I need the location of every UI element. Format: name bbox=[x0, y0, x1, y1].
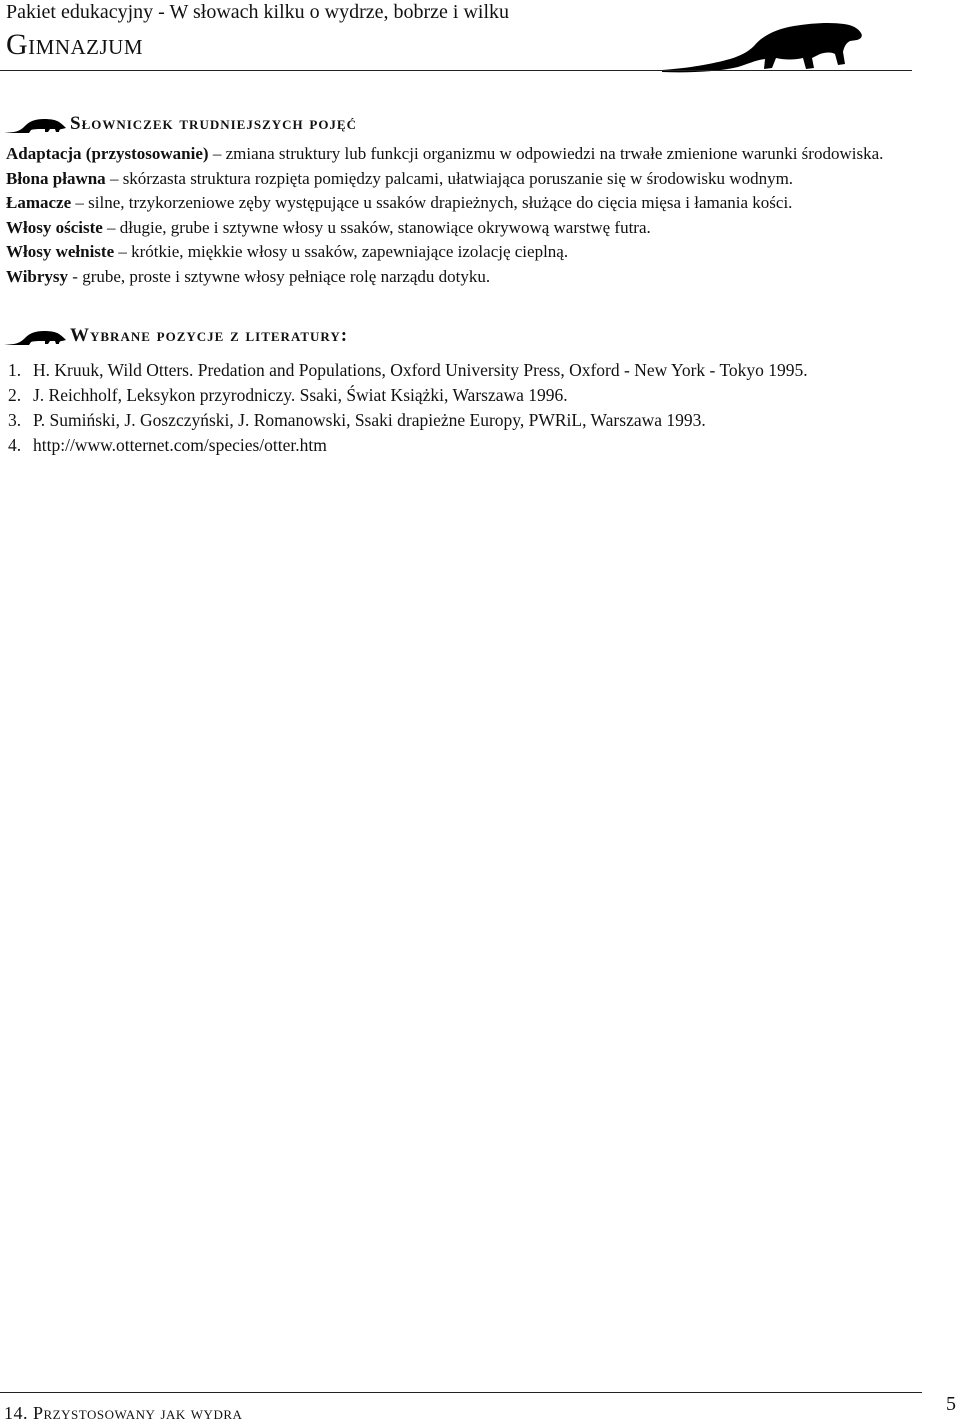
literature-item bbox=[8, 408, 928, 433]
glossary-section-header bbox=[4, 112, 357, 134]
literature-item bbox=[8, 383, 928, 408]
item-number: 1. bbox=[8, 360, 22, 380]
glossary-separator: – bbox=[102, 217, 120, 237]
glossary-term: Włosy wełniste bbox=[6, 242, 115, 261]
header-divider bbox=[0, 70, 912, 71]
literature-heading: Wybrane pozycje z literatury: bbox=[70, 325, 349, 346]
glossary-entry bbox=[6, 142, 926, 167]
footer-section-title: 14. Przystosowany jak wydra bbox=[4, 1403, 243, 1423]
glossary-separator: - bbox=[68, 266, 83, 286]
otter-icon bbox=[4, 116, 68, 134]
glossary-term: Włosy ościste bbox=[6, 217, 103, 237]
glossary-term: Błona pławna bbox=[6, 168, 106, 188]
literature-item bbox=[8, 433, 928, 458]
glossary-definition: grube, proste i sztywne włosy pełniące rolę narządu dotyku. bbox=[82, 266, 491, 286]
otter-silhouette-icon bbox=[660, 12, 866, 74]
glossary-list bbox=[6, 142, 926, 289]
literature-item bbox=[8, 358, 928, 383]
item-text: J. Reichholf, Leksykon przyrodniczy. Ssaki, Świat Książki, Warszawa 1996. bbox=[33, 385, 568, 405]
page-number: 5 bbox=[946, 1393, 956, 1415]
footer-divider bbox=[0, 1392, 922, 1393]
glossary-definition: zmiana struktury lub funkcji organizmu w odpowiedzi na trwałe zmienione warunki środowiska. bbox=[225, 144, 884, 163]
glossary-term: Adaptacja (przystosowanie) bbox=[6, 144, 209, 163]
literature-link[interactable]: http://www.otternet.com/species/otter.htm bbox=[33, 435, 327, 455]
item-text: H. Kruuk, Wild Otters. Predation and Populations, Oxford University Press, Oxford - New York - Tokyo 1995. bbox=[33, 360, 808, 380]
document-title: Pakiet edukacyjny - W słowach kilku o wydrze, bobrze i wilku bbox=[6, 1, 510, 23]
glossary-entry bbox=[6, 167, 926, 192]
glossary-term: Wibrysy bbox=[6, 266, 69, 286]
glossary-entry bbox=[6, 191, 926, 216]
glossary-separator: – bbox=[71, 193, 89, 212]
item-number: 3. bbox=[8, 410, 22, 430]
item-number: 4. bbox=[8, 435, 22, 455]
glossary-separator: – bbox=[114, 242, 132, 261]
glossary-definition: długie, grube i sztywne włosy u ssaków, stanowiące okrywową warstwę futra. bbox=[119, 217, 651, 237]
item-number: 2. bbox=[8, 385, 22, 405]
glossary-definition: silne, trzykorzeniowe zęby występujące u ssaków drapieżnych, służące do cięcia mięsa i łamania kości. bbox=[88, 193, 793, 212]
literature-section-header bbox=[4, 324, 348, 346]
glossary-definition: krótkie, miękkie włosy u ssaków, zapewniające izolację cieplną. bbox=[131, 242, 569, 261]
item-text: P. Sumiński, J. Goszczyński, J. Romanowski, Ssaki drapieżne Europy, PWRiL, Warszawa 1993. bbox=[33, 410, 706, 430]
glossary-separator: – bbox=[105, 168, 123, 188]
glossary-term: Łamacze bbox=[6, 193, 72, 212]
glossary-separator: – bbox=[208, 144, 226, 163]
glossary-heading: Słowniczek trudniejszych pojęć bbox=[70, 113, 357, 134]
glossary-entry bbox=[6, 216, 926, 241]
glossary-entry bbox=[6, 265, 926, 290]
document-subtitle: Gimnazjum bbox=[6, 28, 143, 61]
otter-icon bbox=[4, 328, 68, 346]
glossary-definition: skórzasta struktura rozpięta pomiędzy palcami, ułatwiająca poruszanie się w środowisku wodnym. bbox=[122, 168, 794, 188]
literature-list bbox=[8, 358, 928, 458]
glossary-entry bbox=[6, 240, 926, 265]
